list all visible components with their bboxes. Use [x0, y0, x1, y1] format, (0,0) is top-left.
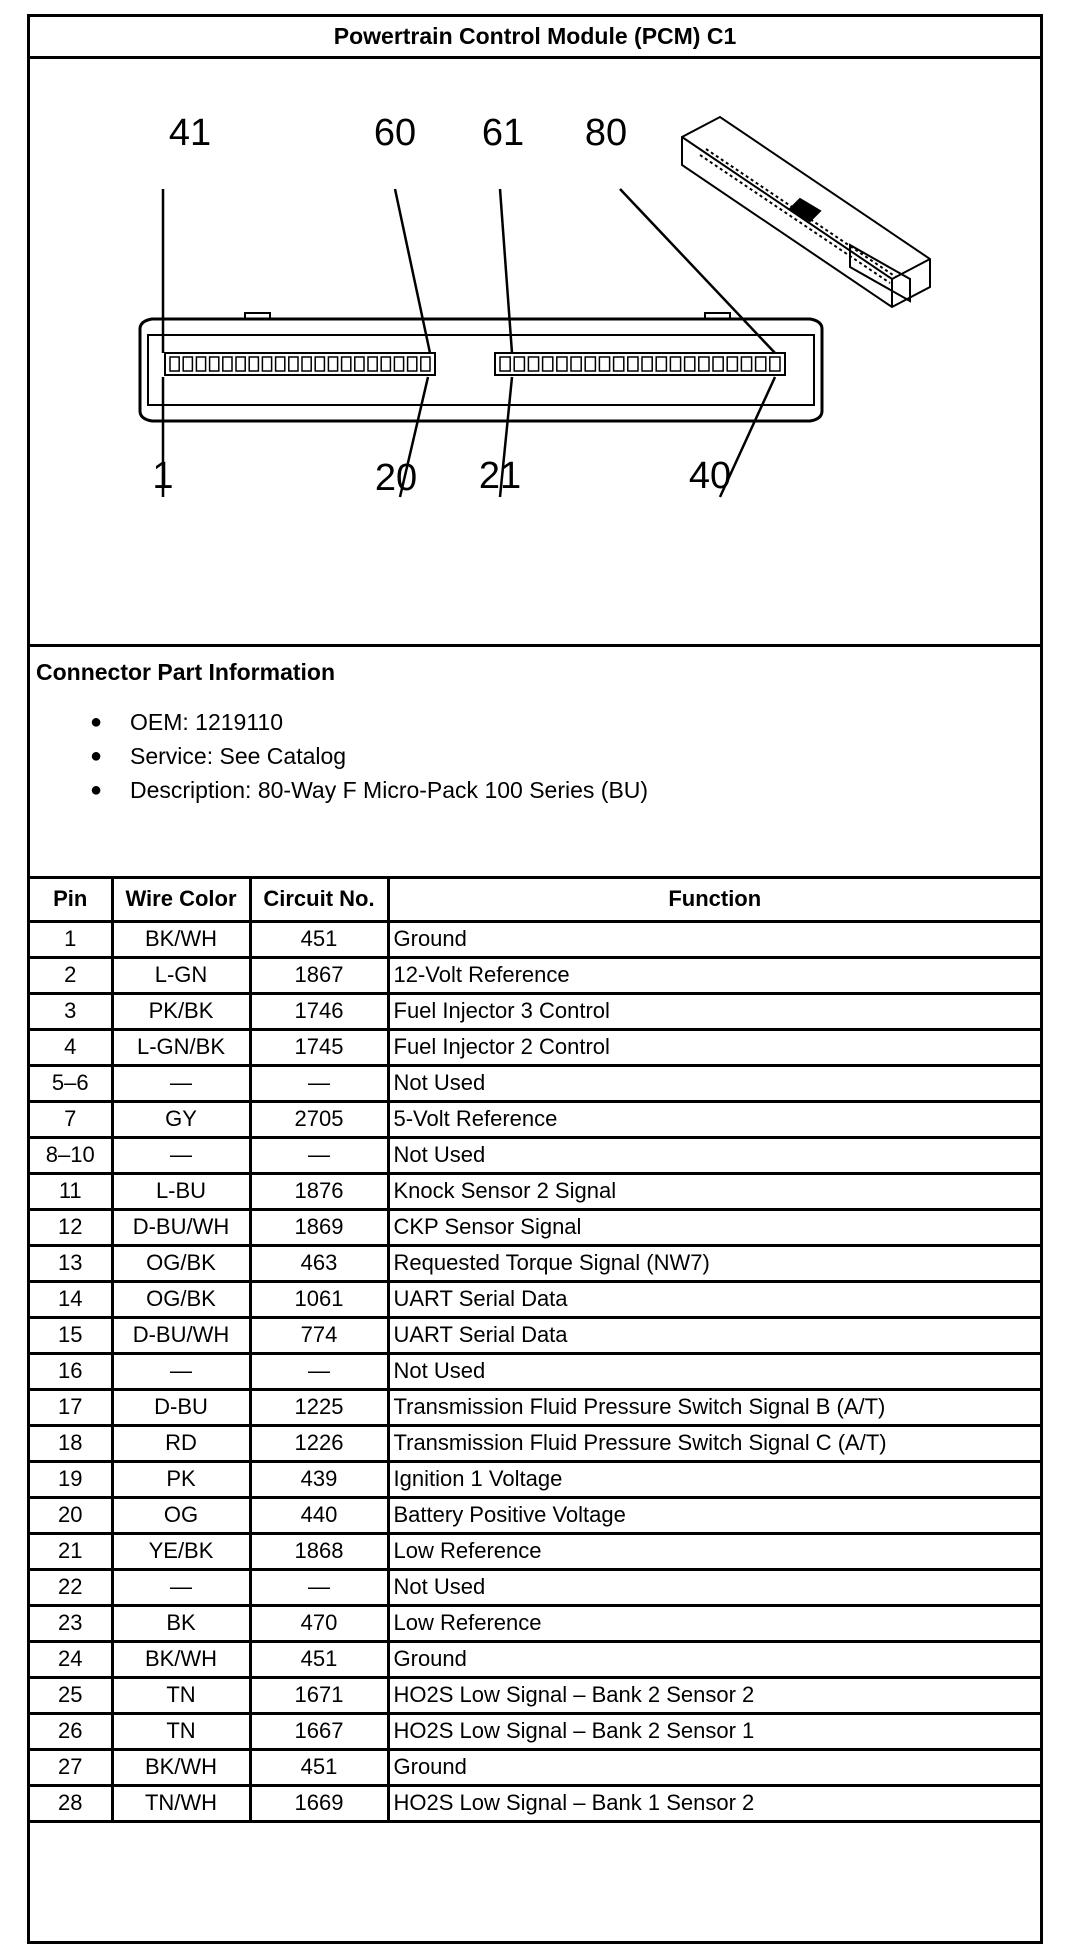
cell-circuit-no: — [250, 1353, 388, 1389]
cell-function: Knock Sensor 2 Signal [388, 1173, 1040, 1209]
pin-cavity [249, 357, 258, 371]
cell-function: Not Used [388, 1569, 1040, 1605]
table-row [30, 1713, 1040, 1749]
cell-pin: 22 [30, 1569, 112, 1605]
pin-cavity [756, 357, 766, 371]
pin-cavity [727, 357, 737, 371]
table-row [30, 1065, 1040, 1101]
document-title: Powertrain Control Module (PCM) C1 [30, 17, 1040, 59]
cell-circuit-no: 1867 [250, 957, 388, 993]
table-row [30, 1245, 1040, 1281]
pin-cavity [183, 357, 192, 371]
cell-function: HO2S Low Signal – Bank 2 Sensor 1 [388, 1713, 1040, 1749]
cell-function: Transmission Fluid Pressure Switch Signal B (A/T) [388, 1389, 1040, 1425]
cell-wire-color: BK/WH [112, 921, 250, 957]
cell-pin: 4 [30, 1029, 112, 1065]
pin-cavity [670, 357, 680, 371]
pin-cavity [223, 357, 232, 371]
cell-function: Requested Torque Signal (NW7) [388, 1245, 1040, 1281]
cell-function: Low Reference [388, 1605, 1040, 1641]
cell-pin: 1 [30, 921, 112, 957]
table-row [30, 921, 1040, 957]
pin-cavity [355, 357, 364, 371]
cell-wire-color: L-GN [112, 957, 250, 993]
pin-cavity [381, 357, 390, 371]
pin-cavity [262, 357, 271, 371]
pin-label-1: 1 [152, 455, 174, 497]
table-row [30, 1281, 1040, 1317]
pin-cavity [302, 357, 311, 371]
cell-function: CKP Sensor Signal [388, 1209, 1040, 1245]
cell-wire-color: D-BU/WH [112, 1209, 250, 1245]
cell-circuit-no: 1669 [250, 1785, 388, 1821]
cell-circuit-no: 451 [250, 1749, 388, 1785]
table-row [30, 1533, 1040, 1569]
cell-pin: 28 [30, 1785, 112, 1821]
cell-circuit-no: — [250, 1065, 388, 1101]
cell-pin: 5–6 [30, 1065, 112, 1101]
bullet-icon: ● [90, 711, 103, 733]
pin-cavity [342, 357, 351, 371]
cell-wire-color: D-BU/WH [112, 1317, 250, 1353]
cell-function: Fuel Injector 2 Control [388, 1029, 1040, 1065]
cell-pin: 7 [30, 1101, 112, 1137]
bullet-icon: ● [90, 779, 103, 801]
column-header-wire-color: Wire Color [112, 879, 250, 921]
cell-wire-color: PK [112, 1461, 250, 1497]
pin-label-80: 80 [584, 112, 628, 154]
cell-wire-color: OG/BK [112, 1281, 250, 1317]
pin-label-60: 60 [373, 112, 417, 154]
cell-wire-color: OG/BK [112, 1245, 250, 1281]
cell-pin: 11 [30, 1173, 112, 1209]
table-row [30, 1749, 1040, 1785]
cell-wire-color: BK/WH [112, 1641, 250, 1677]
table-row [30, 1605, 1040, 1641]
cell-pin: 3 [30, 993, 112, 1029]
table-row [30, 1641, 1040, 1677]
cell-function: UART Serial Data [388, 1281, 1040, 1317]
pin-cavity [315, 357, 324, 371]
table-row [30, 993, 1040, 1029]
table-row [30, 1029, 1040, 1065]
cell-wire-color: — [112, 1569, 250, 1605]
table-row [30, 1677, 1040, 1713]
pin-label-40: 40 [688, 455, 732, 497]
pin-cavity [543, 357, 553, 371]
cell-circuit-no: — [250, 1569, 388, 1605]
cell-circuit-no: 1876 [250, 1173, 388, 1209]
pin-cavity [656, 357, 666, 371]
pin-block-right [495, 353, 785, 375]
cell-function: Battery Positive Voltage [388, 1497, 1040, 1533]
cell-pin: 23 [30, 1605, 112, 1641]
table-row [30, 1137, 1040, 1173]
cell-wire-color: BK/WH [112, 1749, 250, 1785]
connector-part-info [30, 647, 1040, 879]
cell-wire-color: L-BU [112, 1173, 250, 1209]
cell-wire-color: — [112, 1065, 250, 1101]
cell-pin: 2 [30, 957, 112, 993]
cell-circuit-no: 1869 [250, 1209, 388, 1245]
cell-wire-color: — [112, 1137, 250, 1173]
pin-cavity [276, 357, 285, 371]
pin-cavity [614, 357, 624, 371]
table-row [30, 1389, 1040, 1425]
cell-function: Transmission Fluid Pressure Switch Signal C (A/T) [388, 1425, 1040, 1461]
table-row [30, 1569, 1040, 1605]
pin-cavity [770, 357, 780, 371]
pin-cavity [394, 357, 403, 371]
cell-wire-color: L-GN/BK [112, 1029, 250, 1065]
cell-circuit-no: — [250, 1137, 388, 1173]
cell-wire-color: YE/BK [112, 1533, 250, 1569]
cell-pin: 13 [30, 1245, 112, 1281]
cell-pin: 15 [30, 1317, 112, 1353]
pin-cavity [741, 357, 751, 371]
pin-cavity [210, 357, 219, 371]
pin-cavity [528, 357, 538, 371]
cell-circuit-no: 470 [250, 1605, 388, 1641]
cell-circuit-no: 1225 [250, 1389, 388, 1425]
cell-pin: 18 [30, 1425, 112, 1461]
pin-cavity [571, 357, 581, 371]
pin-cavity [421, 357, 430, 371]
pin-block-left [165, 353, 435, 375]
cell-circuit-no: 451 [250, 1641, 388, 1677]
table-row [30, 1317, 1040, 1353]
table-row [30, 1425, 1040, 1461]
column-header-function: Function [388, 879, 1040, 921]
table-row [30, 957, 1040, 993]
pin-cavity [585, 357, 595, 371]
pin-label-61: 61 [481, 112, 525, 154]
cell-function: Ignition 1 Voltage [388, 1461, 1040, 1497]
cell-pin: 27 [30, 1749, 112, 1785]
cell-wire-color: OG [112, 1497, 250, 1533]
cell-function: Not Used [388, 1353, 1040, 1389]
pin-cavity [557, 357, 567, 371]
leader-lines [163, 189, 775, 497]
pin-cavity [713, 357, 723, 371]
table-row [30, 1461, 1040, 1497]
cell-circuit-no: 463 [250, 1245, 388, 1281]
pin-cavity [699, 357, 709, 371]
pin-label-20: 20 [374, 457, 418, 499]
pin-cavity [328, 357, 337, 371]
column-header-circuit-no: Circuit No. [250, 879, 388, 921]
cell-wire-color: RD [112, 1425, 250, 1461]
bullet-icon: ● [90, 745, 103, 767]
pin-label-41: 41 [168, 112, 212, 154]
cell-pin: 21 [30, 1533, 112, 1569]
cell-circuit-no: 1746 [250, 993, 388, 1029]
cell-circuit-no: 1671 [250, 1677, 388, 1713]
cell-function: Low Reference [388, 1533, 1040, 1569]
table-row [30, 1101, 1040, 1137]
cell-pin: 19 [30, 1461, 112, 1497]
cell-circuit-no: 774 [250, 1317, 388, 1353]
cell-pin: 17 [30, 1389, 112, 1425]
pin-cavity [196, 357, 205, 371]
pin-cavity [170, 357, 179, 371]
cell-wire-color: TN/WH [112, 1785, 250, 1821]
cell-pin: 26 [30, 1713, 112, 1749]
cell-pin: 24 [30, 1641, 112, 1677]
table-row [30, 1173, 1040, 1209]
cell-pin: 16 [30, 1353, 112, 1389]
table-row [30, 1209, 1040, 1245]
cell-function: HO2S Low Signal – Bank 2 Sensor 2 [388, 1677, 1040, 1713]
cell-circuit-no: 1061 [250, 1281, 388, 1317]
cell-pin: 20 [30, 1497, 112, 1533]
list-item: ● Service: See Catalog [68, 739, 648, 773]
part-info-list [68, 705, 648, 807]
cell-function: Ground [388, 921, 1040, 957]
table-row [30, 1497, 1040, 1533]
table-header-row [30, 879, 1040, 921]
cell-function: 12-Volt Reference [388, 957, 1040, 993]
cell-pin: 8–10 [30, 1137, 112, 1173]
cell-function: 5-Volt Reference [388, 1101, 1040, 1137]
cell-wire-color: PK/BK [112, 993, 250, 1029]
table-row [30, 1785, 1040, 1821]
list-item: ● Description: 80-Way F Micro-Pack 100 Series (BU) [68, 773, 648, 807]
cell-wire-color: TN [112, 1677, 250, 1713]
pin-table [30, 879, 1040, 1823]
cell-circuit-no: 2705 [250, 1101, 388, 1137]
cell-function: Not Used [388, 1137, 1040, 1173]
cell-circuit-no: 451 [250, 921, 388, 957]
list-item: ● OEM: 1219110 [68, 705, 648, 739]
cell-wire-color: TN [112, 1713, 250, 1749]
pin-cavity [642, 357, 652, 371]
cell-function: Not Used [388, 1065, 1040, 1101]
cell-function: HO2S Low Signal – Bank 1 Sensor 2 [388, 1785, 1040, 1821]
cell-wire-color: D-BU [112, 1389, 250, 1425]
pin-cavity [289, 357, 298, 371]
cell-function: UART Serial Data [388, 1317, 1040, 1353]
cell-function: Fuel Injector 3 Control [388, 993, 1040, 1029]
cell-pin: 25 [30, 1677, 112, 1713]
cell-pin: 14 [30, 1281, 112, 1317]
cell-function: Ground [388, 1641, 1040, 1677]
pin-cavity [368, 357, 377, 371]
cell-circuit-no: 1226 [250, 1425, 388, 1461]
cell-circuit-no: 440 [250, 1497, 388, 1533]
pin-cavity [236, 357, 245, 371]
connector-diagram [30, 59, 1040, 647]
connector-document [27, 14, 1043, 1944]
cell-circuit-no: 439 [250, 1461, 388, 1497]
cell-pin: 12 [30, 1209, 112, 1245]
cell-circuit-no: 1667 [250, 1713, 388, 1749]
part-info-heading: Connector Part Information [36, 659, 336, 685]
pin-cavity [408, 357, 417, 371]
pin-cavity [500, 357, 510, 371]
table-row [30, 1353, 1040, 1389]
pin-cavity [514, 357, 524, 371]
cell-wire-color: — [112, 1353, 250, 1389]
connector-3d-view [682, 117, 930, 307]
cell-circuit-no: 1745 [250, 1029, 388, 1065]
cell-wire-color: GY [112, 1101, 250, 1137]
pin-label-21: 21 [478, 455, 522, 497]
cell-circuit-no: 1868 [250, 1533, 388, 1569]
column-header-pin: Pin [30, 879, 112, 921]
cell-function: Ground [388, 1749, 1040, 1785]
cell-wire-color: BK [112, 1605, 250, 1641]
pin-cavity [685, 357, 695, 371]
pin-cavity [599, 357, 609, 371]
pin-cavity [628, 357, 638, 371]
